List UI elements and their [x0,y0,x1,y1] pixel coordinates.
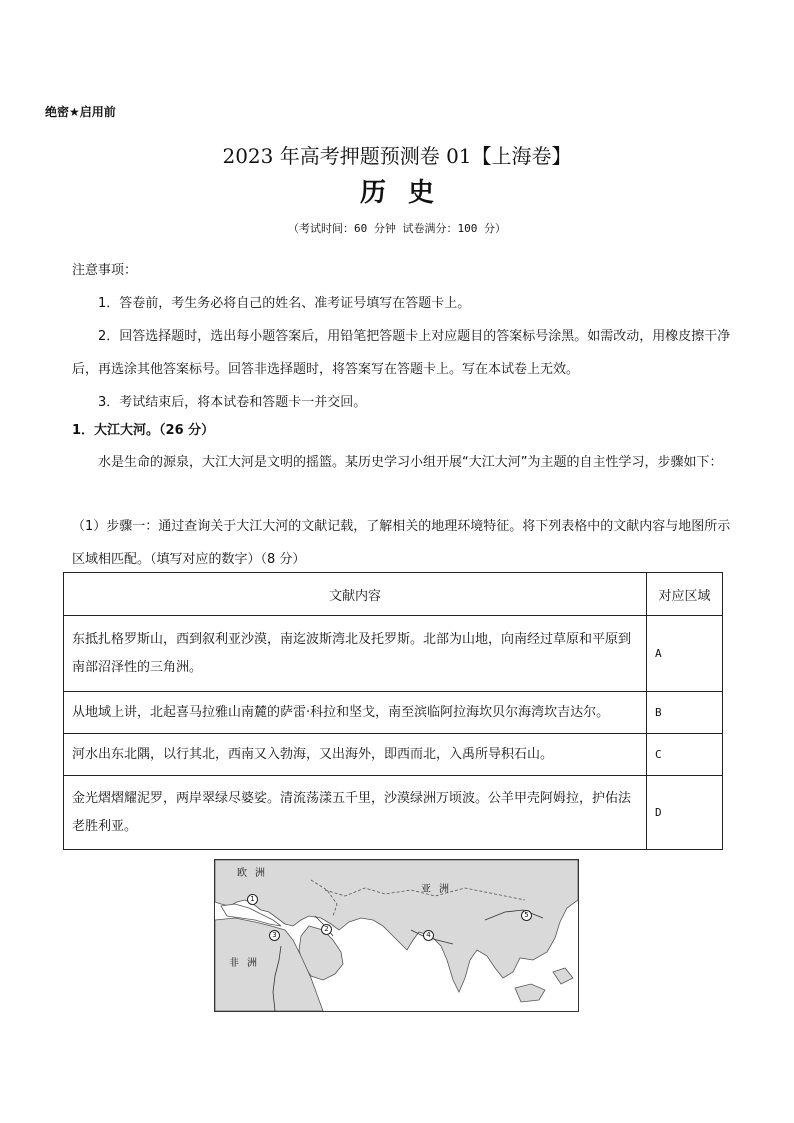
map-marker: 3 [269,930,280,941]
question-intro [72,446,732,479]
table-cell-text: 河水出东北隅，以行其北，西南又入勃海，又出海外，即西而北，入禹所导积石山。 [64,734,647,776]
table-cell-text: 从地域上讲，北起喜马拉雅山南麓的萨雷·科拉和坚戈，南至滨临阿拉海坎贝尔海湾坎吉达尔。 [64,692,647,734]
question-intro-text: 水是生命的源泉，大江大河是文明的摇篮。某历史学习小组开展“大江大河”为主题的自主性学习，步骤如下： [98,455,723,470]
table-header: 文献内容 [64,573,647,616]
table-header-row [64,573,723,616]
notice-heading: 注意事项： [72,263,138,278]
notice-item: 3．考试结束后，将本试卷和答题卡一并交回。 [98,395,367,410]
table-cell-region: C [647,734,723,776]
table-row [64,776,723,850]
table-cell-region: B [647,692,723,734]
map-marker: 4 [423,930,434,941]
notice-item: 2．回答选择题时，选出每小题答案后，用铅笔把答题卡上对应题目的答案标号涂黑。如需改动，用橡皮擦干净后，再选涂其他答案标号。回答非选择题时，将答案写在答题卡上。写在本试卷上无效。 [72,329,731,377]
sub-question-1 [72,510,732,576]
notice-section [72,254,732,419]
exam-info: （考试时间：60 分钟 试卷满分：100 分） [288,222,506,235]
question-heading: 1．大江大河。（26 分） [72,423,215,438]
source-table [63,572,723,850]
table-header: 对应区域 [647,573,723,616]
map-marker: 2 [321,924,332,935]
map-label-africa: 非洲 [229,958,265,969]
secret-label: 绝密★启用前 [45,105,116,119]
notice-item: 1．答卷前，考生务必将自己的姓名、准考证号填写在答题卡上。 [98,296,471,311]
map-label-europe: 欧洲 [237,868,273,879]
table-cell-text: 东抵扎格罗斯山，西到叙利亚沙漠，南迄波斯湾北及托罗斯。北部为山地，向南经过草原和平原到南部沼泽性的三角洲。 [64,616,647,692]
map-marker: 1 [247,894,258,905]
table-row [64,692,723,734]
subject-title: 历史 [359,178,456,208]
table-cell-region: D [647,776,723,850]
table-cell-region: A [647,616,723,692]
page-title: 2023 年高考押题预测卷 01【上海卷】 [222,144,572,168]
map-label-asia: 亚洲 [421,884,457,895]
map-marker: 5 [521,910,532,921]
table-row [64,616,723,692]
region-map [214,859,579,1012]
table-cell-text: 金光熠熠耀泥罗，两岸翠绿尽婆娑。清流荡漾五千里，沙漠绿洲万顷波。公羊甲壳阿姆拉，护佑法老胜利亚。 [64,776,647,850]
table-row [64,734,723,776]
sub-question-1-text: （1）步骤一：通过查询关于大江大河的文献记载，了解相关的地理环境特征。将下列表格中的文献内容与地图所示区域相匹配。（填写对应的数字）（8 分） [72,519,731,567]
